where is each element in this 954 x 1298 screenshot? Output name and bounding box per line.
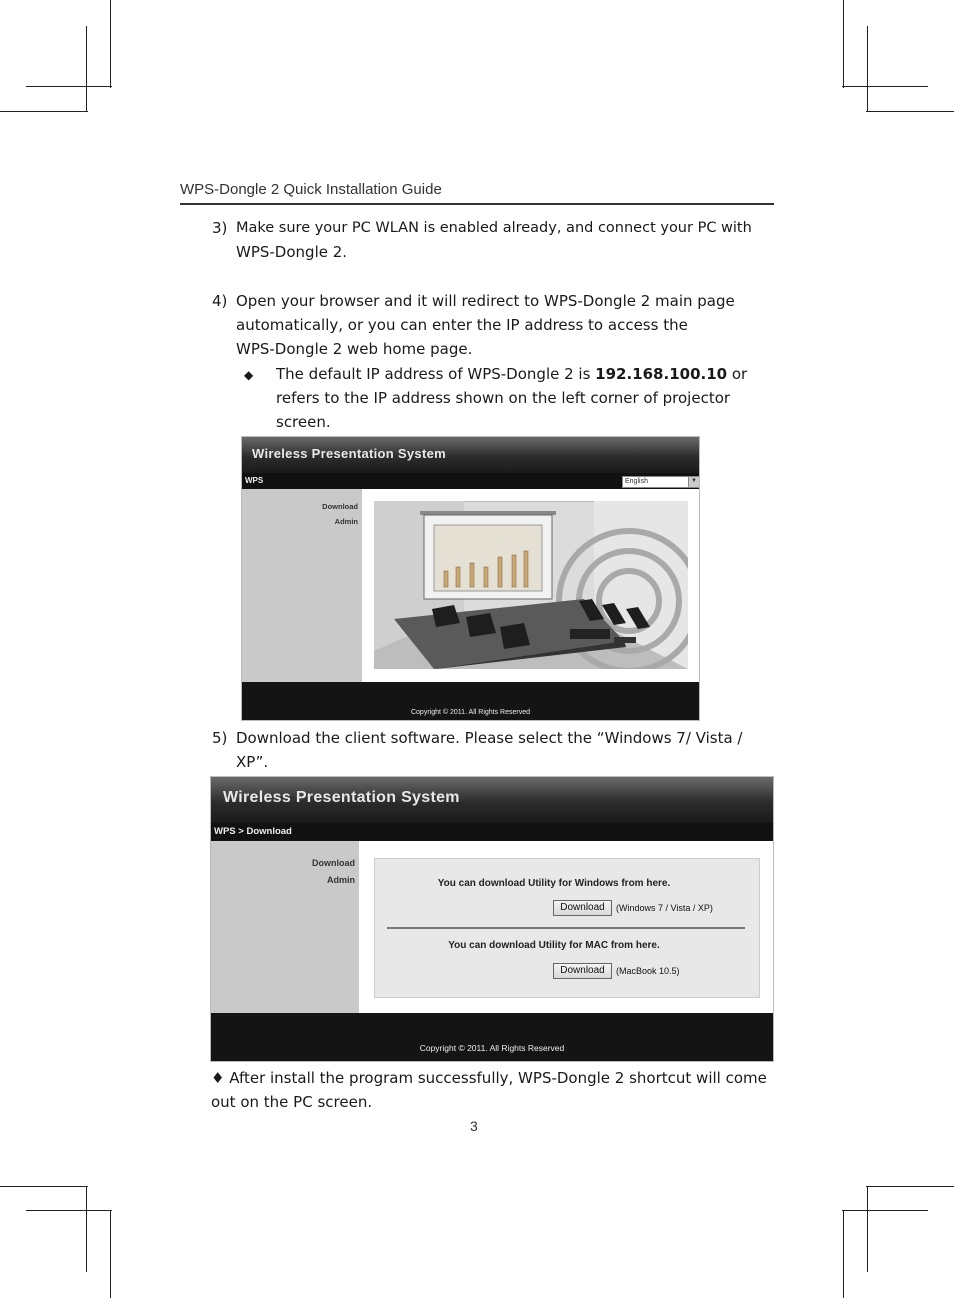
breadcrumb: WPS > Download [214, 826, 292, 837]
step-5-line2: XP”. [236, 753, 269, 771]
chevron-down-icon: ▼ [688, 477, 699, 487]
sidebar-link-admin[interactable]: Admin [334, 517, 358, 526]
step-3-number: 3) [212, 219, 228, 237]
step-4-note-line1 [276, 362, 764, 386]
language-select[interactable] [622, 476, 699, 488]
banner [242, 437, 699, 473]
mac-download-button[interactable]: Download [553, 963, 612, 979]
nav-bar [242, 473, 699, 489]
note-text-pre: The default IP address of WPS-Dongle 2 is [276, 365, 596, 383]
step-5 [212, 726, 772, 774]
step-4-note-line2: refers to the IP address shown on the left corner of projector [276, 389, 731, 407]
banner-title: Wireless Presentation System [252, 446, 446, 461]
footer [242, 682, 699, 720]
mac-download-text: You can download Utility for MAC from here. [448, 940, 660, 951]
footer-copyright: Copyright © 2011. All Rights Reserved [410, 709, 531, 716]
banner [211, 777, 773, 823]
nav-label: WPS [245, 476, 264, 485]
panel-divider [387, 927, 745, 929]
footer [211, 1013, 773, 1061]
sidebar-link-admin[interactable]: Admin [327, 875, 355, 885]
sidebar-link-download[interactable]: Download [312, 858, 355, 868]
windows-os-label: (Windows 7 / Vista / XP) [616, 903, 713, 913]
mac-os-label: (MacBook 10.5) [616, 966, 680, 976]
sidebar [242, 489, 362, 682]
wps-main-page-screenshot [242, 437, 699, 720]
nav-bar [211, 823, 773, 841]
step-3 [212, 216, 772, 264]
footer-copyright: Copyright © 2011. All Rights Reserved [419, 1043, 565, 1053]
step-3-line2: WPS-Dongle 2. [236, 243, 348, 261]
after-install-line2: out on the PC screen. [211, 1093, 373, 1111]
step-4-note-line3: screen. [276, 413, 331, 431]
windows-download-button[interactable]: Download [553, 900, 612, 916]
wps-download-page-screenshot [211, 777, 773, 1061]
note-text-post: or [727, 365, 748, 383]
after-install-note [211, 1066, 771, 1114]
step-4-number: 4) [212, 292, 228, 310]
header-rule [180, 203, 774, 205]
step-5-number: 5) [212, 729, 228, 747]
step-4-line3: WPS-Dongle 2 web home page. [236, 340, 473, 358]
diamond-bullet-icon: ◆ [244, 368, 254, 382]
banner-title: Wireless Presentation System [223, 789, 460, 806]
download-panel [374, 858, 760, 998]
step-4-line2: automatically, or you can enter the IP address to access the [236, 316, 688, 334]
page-header-title: WPS-Dongle 2 Quick Installation Guide [180, 181, 442, 198]
meeting-room-illustration [374, 501, 688, 669]
step-3-line1: Make sure your PC WLAN is enabled already, and connect your PC with [236, 220, 752, 236]
after-install-line1: ♦ After install the program successfully, WPS-Dongle 2 shortcut will come [211, 1069, 767, 1087]
step-4-note [244, 362, 764, 434]
step-5-line1: Download the client software. Please select the “Windows 7/ Vista / [236, 729, 743, 747]
step-4-line1: Open your browser and it will redirect to WPS-Dongle 2 main page [236, 292, 735, 310]
sidebar-link-download[interactable]: Download [322, 502, 358, 511]
default-ip-address: 192.168.100.10 [595, 365, 728, 383]
windows-download-text: You can download Utility for Windows from here. [437, 878, 671, 889]
page-number: 3 [470, 1118, 478, 1134]
sidebar [211, 841, 359, 1013]
step-4 [212, 289, 772, 361]
language-value: English [625, 478, 648, 485]
